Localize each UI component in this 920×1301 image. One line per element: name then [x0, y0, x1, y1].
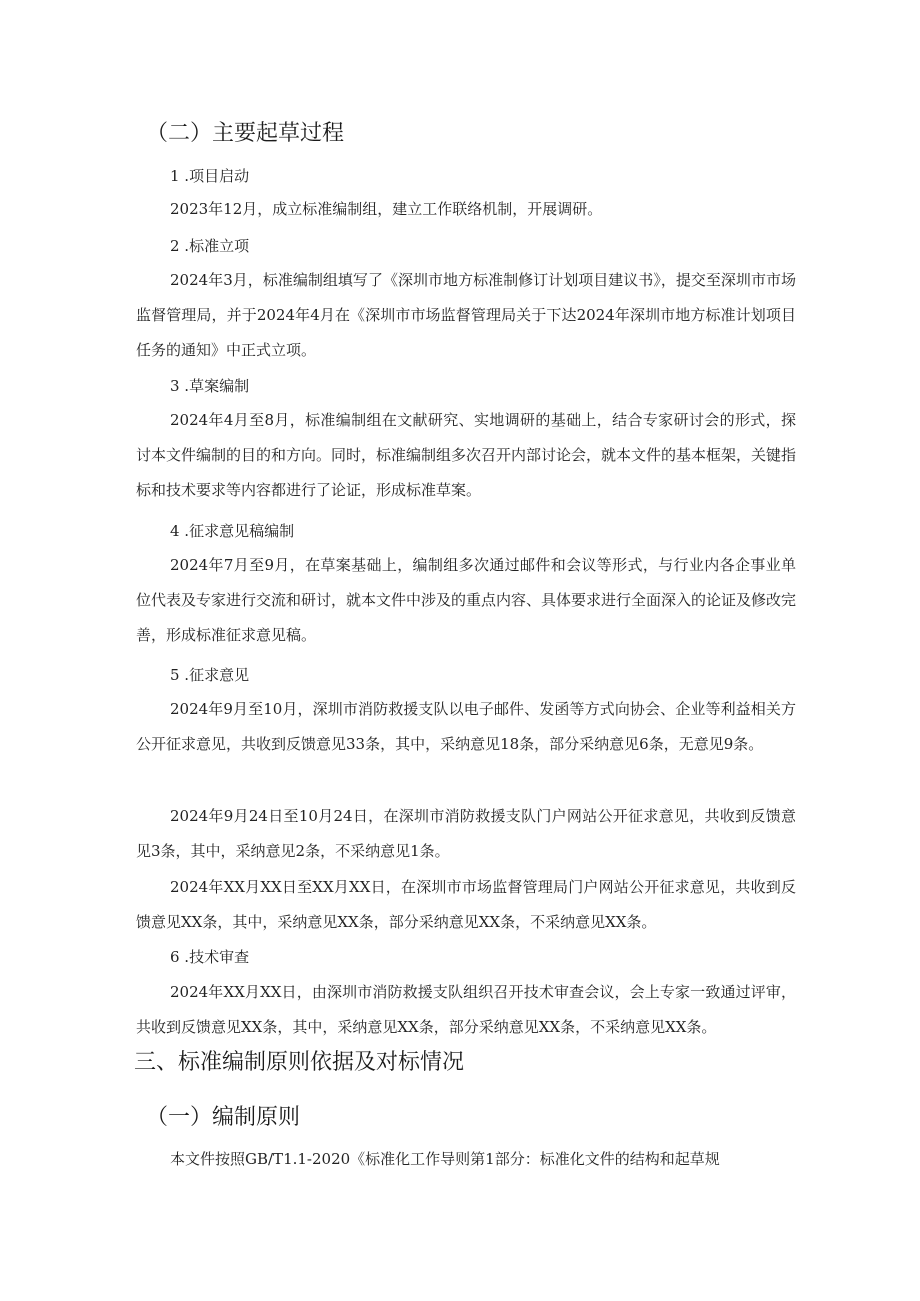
paragraph: 2024年4月至8月，标准编制组在文献研究、实地调研的基础上，结合专家研讨会的形式，探讨本文件编制的目的和方向。同时，标准编制组多次召开内部讨论会，就本文件的基本框架，关键指标和技术要求等内容都进行了论证，形成标准草案。 — [136, 411, 797, 499]
section-heading-drafting-process: （二）主要起草过程 — [146, 121, 345, 146]
paragraph: 2024年7月至9月，在草案基础上，编制组多次通过邮件和会议等形式，与行业内各企事业单位代表及专家进行交流和研讨，就本文件中涉及的重点内容、具体要求进行全面深入的论证及修改完善，形成标准征求意见稿。 — [136, 556, 797, 644]
section-heading-compilation-principles: （一）编制原则 — [146, 1105, 301, 1130]
paragraph: 2024年9月24日至10月24日，在深圳市消防救援支队门户网站公开征求意见，共收到反馈意见3条，其中，采纳意见2条，不采纳意见1条。 — [136, 807, 796, 860]
paragraph: 2024年9月至10月，深圳市消防救援支队以电子邮件、发函等方式向协会、企业等利益相关方公开征求意见，共收到反馈意见33条，其中，采纳意见18条，部分采纳意见6条，无意见9条。 — [136, 700, 796, 753]
item-number: 3 .草案编制 — [170, 377, 250, 395]
paragraph: 2024年XX月XX日，由深圳市消防救援支队组织召开技术审查会议，会上专家一致通过评审，共收到反馈意见XX条，其中，采纳意见XX条，部分采纳意见XX条，不采纳意见XX条。 — [136, 983, 796, 1036]
paragraph: 2024年XX月XX日至XX月XX日，在深圳市市场监督管理局门户网站公开征求意见，共收到反馈意见XX条，其中，采纳意见XX条，部分采纳意见XX条，不采纳意见XX条。 — [136, 878, 796, 931]
item-number: 5 .征求意见 — [170, 666, 250, 684]
paragraph: 本文件按照GB/T1.1-2020《标准化工作导则第1部分：标准化文件的结构和起草规 — [170, 1150, 720, 1168]
paragraph: 2024年3月，标准编制组填写了《深圳市地方标准制修订计划项目建议书》，提交至深圳市市场监督管理局，并于2024年4月在《深圳市市场监督管理局关于下达2024年深圳市地方标准计划项目任务的通知》中正式立项。 — [136, 271, 796, 359]
item-number: 4 .征求意见稿编制 — [170, 522, 295, 540]
paragraph: 2023年12月，成立标准编制组，建立工作联络机制，开展调研。 — [170, 200, 603, 218]
chapter-heading-principles: 三、标准编制原则依据及对标情况 — [134, 1050, 465, 1075]
item-number: 6 .技术审查 — [170, 948, 250, 966]
item-number: 2 .标准立项 — [170, 237, 250, 255]
item-number: 1 .项目启动 — [170, 167, 250, 185]
